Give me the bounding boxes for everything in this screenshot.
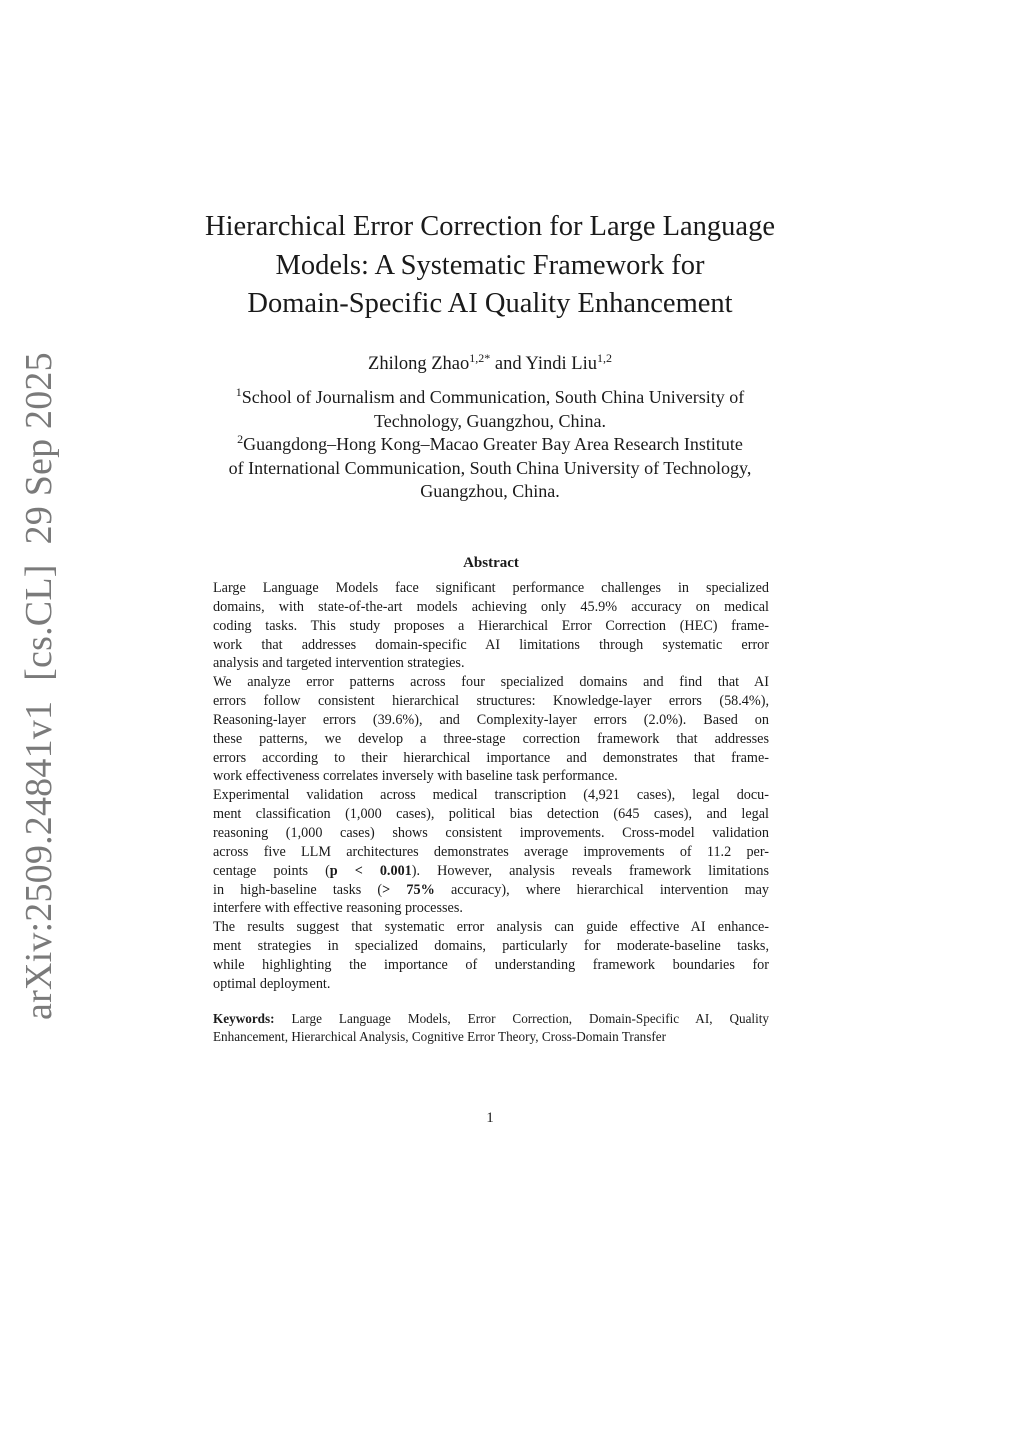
abstract-line: The results suggest that systematic error analysis can guide effective AI enhance-	[213, 919, 769, 936]
abstract-line: Experimental validation across medical transcription (4,921 cases), legal docu-	[213, 787, 769, 804]
abstract-text: ). However, analysis reveals framework limitations	[411, 862, 769, 879]
author-name: Zhilong Zhao	[368, 354, 470, 374]
abstract-line: ment strategies in specialized domains, particularly for moderate-baseline tasks,	[213, 938, 769, 955]
abstract-line: coding tasks. This study proposes a Hierarchical Error Correction (HEC) frame-	[213, 617, 769, 634]
affiliation-line: Guangzhou, China.	[420, 481, 560, 501]
affiliation-superscript: 1	[235, 385, 242, 399]
abstract-text: accuracy), where hierarchical intervention may	[434, 881, 769, 898]
affiliation-text: Guangdong–Hong Kong–Macao Greater Bay Area Research Institute	[243, 434, 743, 454]
title-line: Models: A Systematic Framework for	[275, 249, 705, 281]
abstract-body	[213, 579, 769, 994]
affiliations	[180, 386, 800, 504]
abstract-line: Reasoning-layer errors (39.6%), and Complexity-layer errors (2.0%). Based on	[213, 711, 769, 728]
abstract-line: reasoning (1,000 cases) shows consistent improvements. Cross-model validation	[213, 824, 769, 841]
abstract-text: centage points (	[213, 862, 330, 879]
affiliation-superscript: 2	[237, 432, 244, 446]
author-list	[180, 352, 800, 376]
author-connector: and	[494, 354, 522, 374]
abstract-line: domains, with state-of-the-art models achieving only 45.9% accuracy on medical	[213, 598, 769, 615]
keywords	[213, 1010, 769, 1046]
abstract-text: in high-baseline tasks (	[213, 881, 383, 898]
author-name: Yindi Liu	[525, 354, 597, 374]
abstract-line: ment classification (1,000 cases), political bias detection (645 cases), and legal	[213, 806, 769, 823]
abstract-bold-stat: > 75%	[382, 881, 435, 898]
page-number: 1	[486, 1110, 494, 1126]
abstract-line	[213, 881, 769, 900]
abstract-line: errors follow consistent hierarchical structures: Knowledge-layer errors (58.4%),	[213, 693, 769, 710]
abstract-line: analysis and targeted intervention strategies.	[213, 655, 465, 672]
abstract-line: Large Language Models face significant performance challenges in specialized	[213, 580, 769, 596]
title-line: Hierarchical Error Correction for Large Language	[205, 211, 775, 242]
title-line: Domain-Specific AI Quality Enhancement	[247, 288, 733, 319]
affiliation-line: of International Communication, South China University of Technology,	[228, 457, 752, 478]
abstract-line: work that addresses domain-specific AI limitations through systematic error	[213, 636, 769, 653]
keywords-text: Large Language Models, Error Correction, Domain-Specific AI, Quality	[291, 1011, 770, 1026]
paper-title	[180, 208, 800, 324]
affiliation-line: Technology, Guangzhou, China.	[373, 410, 607, 431]
keywords-line: Enhancement, Hierarchical Analysis, Cognitive Error Theory, Cross-Domain Transfer	[213, 1029, 667, 1044]
author-superscript: 1,2	[596, 350, 612, 365]
affiliation-text: School of Journalism and Communication, South China University of	[241, 387, 745, 407]
arxiv-date: 29 Sep 2025	[18, 352, 60, 545]
abstract-line	[213, 862, 769, 881]
abstract-line: these patterns, we develop a three-stage correction framework that addresses	[213, 730, 769, 747]
abstract-line: optimal deployment.	[213, 975, 331, 992]
abstract-heading: Abstract	[463, 555, 519, 571]
arxiv-stamp	[14, 352, 64, 1020]
arxiv-id: arXiv:2509.24841v1	[18, 700, 60, 1020]
abstract-line: across five LLM architectures demonstrates average improvements of 11.2 per-	[213, 843, 769, 860]
abstract-line: while highlighting the importance of understanding framework boundaries for	[213, 956, 769, 973]
abstract-line: interfere with effective reasoning processes.	[213, 900, 463, 917]
abstract-line: work effectiveness correlates inversely with baseline task performance.	[213, 768, 618, 785]
keywords-line	[213, 1010, 769, 1028]
abstract-line: We analyze error patterns across four specialized domains and find that AI	[213, 674, 769, 691]
abstract-bold-stat: p < 0.001	[329, 862, 412, 879]
abstract-line: errors according to their hierarchical importance and demonstrates that frame-	[213, 749, 769, 766]
keywords-label: Keywords:	[213, 1011, 275, 1026]
arxiv-category: [cs.CL]	[18, 564, 60, 681]
affiliation-line	[180, 386, 800, 410]
affiliation-line	[180, 433, 800, 457]
author-superscript: 1,2*	[469, 350, 491, 365]
